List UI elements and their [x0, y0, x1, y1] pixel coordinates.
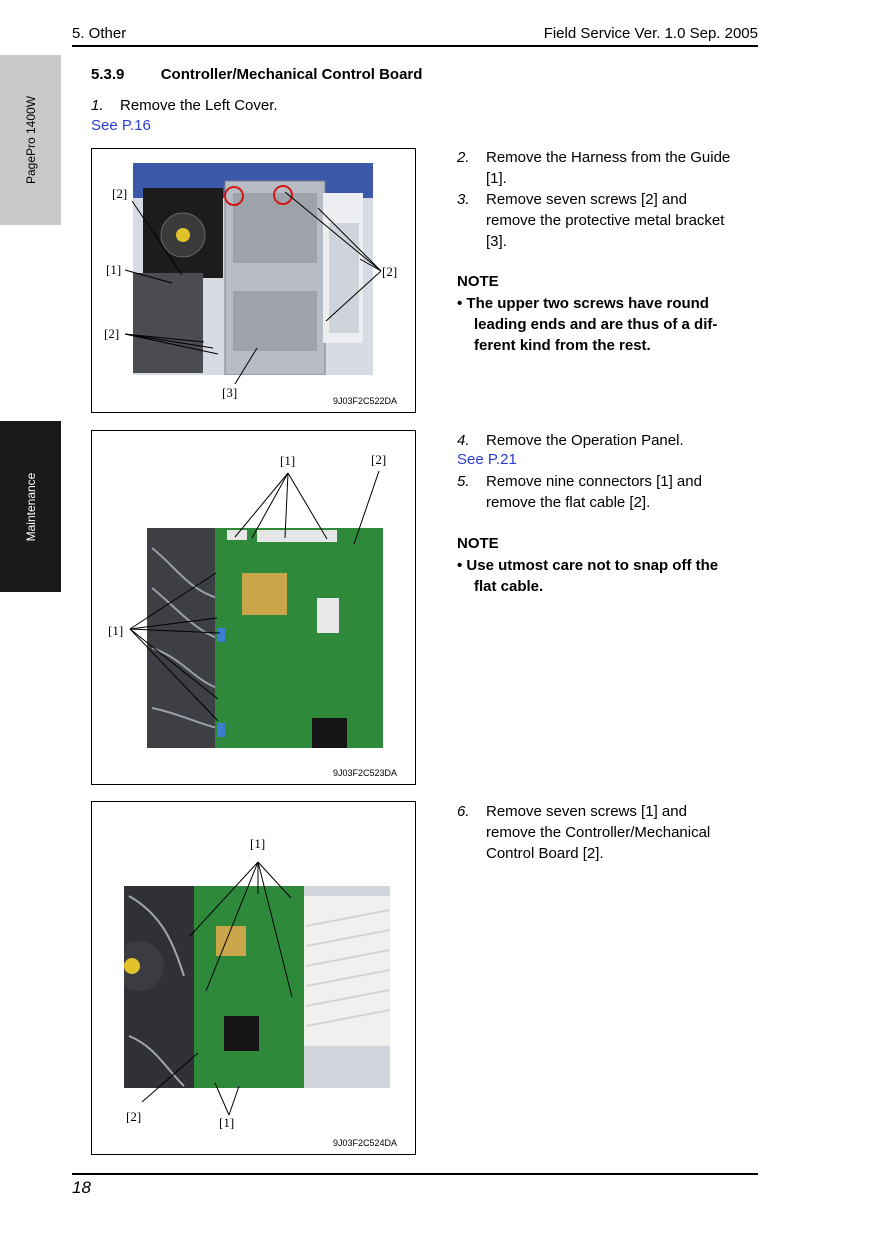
- step-3: [457, 189, 724, 252]
- step-2-line2: [1].: [486, 170, 507, 187]
- figure-3-caption: 9J03F2C524DA: [332, 1138, 397, 1148]
- note-1-line3: ferent kind from the rest.: [474, 337, 651, 354]
- note-1-line1: • The upper two screws have round: [457, 295, 709, 312]
- step-1-number: 1.: [91, 97, 104, 114]
- section-title: [91, 66, 422, 83]
- figure-3-label-board: [2]: [126, 1109, 142, 1124]
- step-6-number: 6.: [457, 803, 470, 820]
- step-4: [457, 430, 684, 451]
- note-1-line2: leading ends and are thus of a dif-: [474, 316, 718, 333]
- side-tab-category-label: Maintenance: [23, 472, 38, 541]
- step-6-line1: Remove seven screws [1] and: [486, 803, 687, 820]
- figure-3-leader-lines: [92, 802, 415, 1154]
- header-version: Field Service Ver. 1.0 Sep. 2005: [543, 25, 758, 42]
- step-5: [457, 471, 702, 513]
- figure-2-caption: 9J03F2C523DA: [332, 768, 397, 778]
- step-1-text: Remove the Left Cover.: [120, 97, 278, 114]
- figure-1-label-harness: [1]: [106, 262, 122, 277]
- figure-2-label-flat-cable: [2]: [371, 452, 387, 467]
- step-6: [457, 801, 710, 864]
- step-1: [91, 95, 278, 116]
- figure-1-label-screw-top: [2]: [112, 186, 128, 201]
- section-number: 5.3.9: [91, 66, 125, 83]
- note-2-line2: flat cable.: [474, 578, 544, 595]
- step-4-number: 4.: [457, 432, 470, 449]
- figure-1-label-bracket: [3]: [222, 385, 238, 400]
- footer-rule: [72, 1173, 758, 1175]
- header-rule: [72, 45, 758, 47]
- side-tab-model-label: PagePro 1400W: [23, 95, 38, 185]
- figure-1: [91, 148, 416, 413]
- header-section: 5. Other: [72, 25, 127, 42]
- figure-2: [91, 430, 416, 785]
- figure-1-leader-lines: [92, 149, 415, 412]
- step-3-number: 3.: [457, 191, 470, 208]
- step-2-number: 2.: [457, 149, 470, 166]
- step-5-number: 5.: [457, 473, 470, 490]
- step-3-line2: remove the protective metal bracket: [486, 212, 725, 229]
- step-4-see-link[interactable]: See P.21: [457, 451, 517, 468]
- figure-2-label-connectors-top: [1]: [280, 453, 296, 468]
- figure-2-label-connectors-left: [1]: [108, 623, 124, 638]
- page-number: 18: [72, 1178, 91, 1197]
- step-3-line3: [3].: [486, 233, 507, 250]
- note-2: [457, 555, 718, 597]
- figure-1-label-screw-bottom: [2]: [104, 326, 120, 341]
- figure-3-label-screws-top: [1]: [250, 836, 266, 851]
- step-5-line1: Remove nine connectors [1] and: [486, 473, 702, 490]
- figure-2-leader-lines: [92, 431, 415, 784]
- figure-3: [91, 801, 416, 1155]
- note-1-heading: NOTE: [457, 273, 499, 290]
- note-1: [457, 293, 717, 356]
- step-4-text: Remove the Operation Panel.: [486, 432, 684, 449]
- step-2: [457, 147, 730, 189]
- side-tab-category: [0, 421, 61, 592]
- step-1-see-link[interactable]: See P.16: [91, 117, 151, 134]
- step-5-line2: remove the flat cable [2].: [486, 494, 651, 511]
- step-3-line1: Remove seven screws [2] and: [486, 191, 687, 208]
- step-2-line1: Remove the Harness from the Guide: [486, 149, 731, 166]
- note-2-line1: • Use utmost care not to snap off the: [457, 557, 719, 574]
- side-tab-model: [0, 55, 61, 225]
- section-title-text: Controller/Mechanical Control Board: [160, 66, 423, 83]
- figure-3-label-screws-bottom: [1]: [219, 1115, 235, 1130]
- figure-1-caption: 9J03F2C522DA: [332, 396, 397, 406]
- step-6-line3: Control Board [2].: [486, 845, 604, 862]
- note-2-heading: NOTE: [457, 535, 499, 552]
- step-6-line2: remove the Controller/Mechanical: [486, 824, 711, 841]
- figure-1-label-screw-right: [2]: [382, 264, 398, 279]
